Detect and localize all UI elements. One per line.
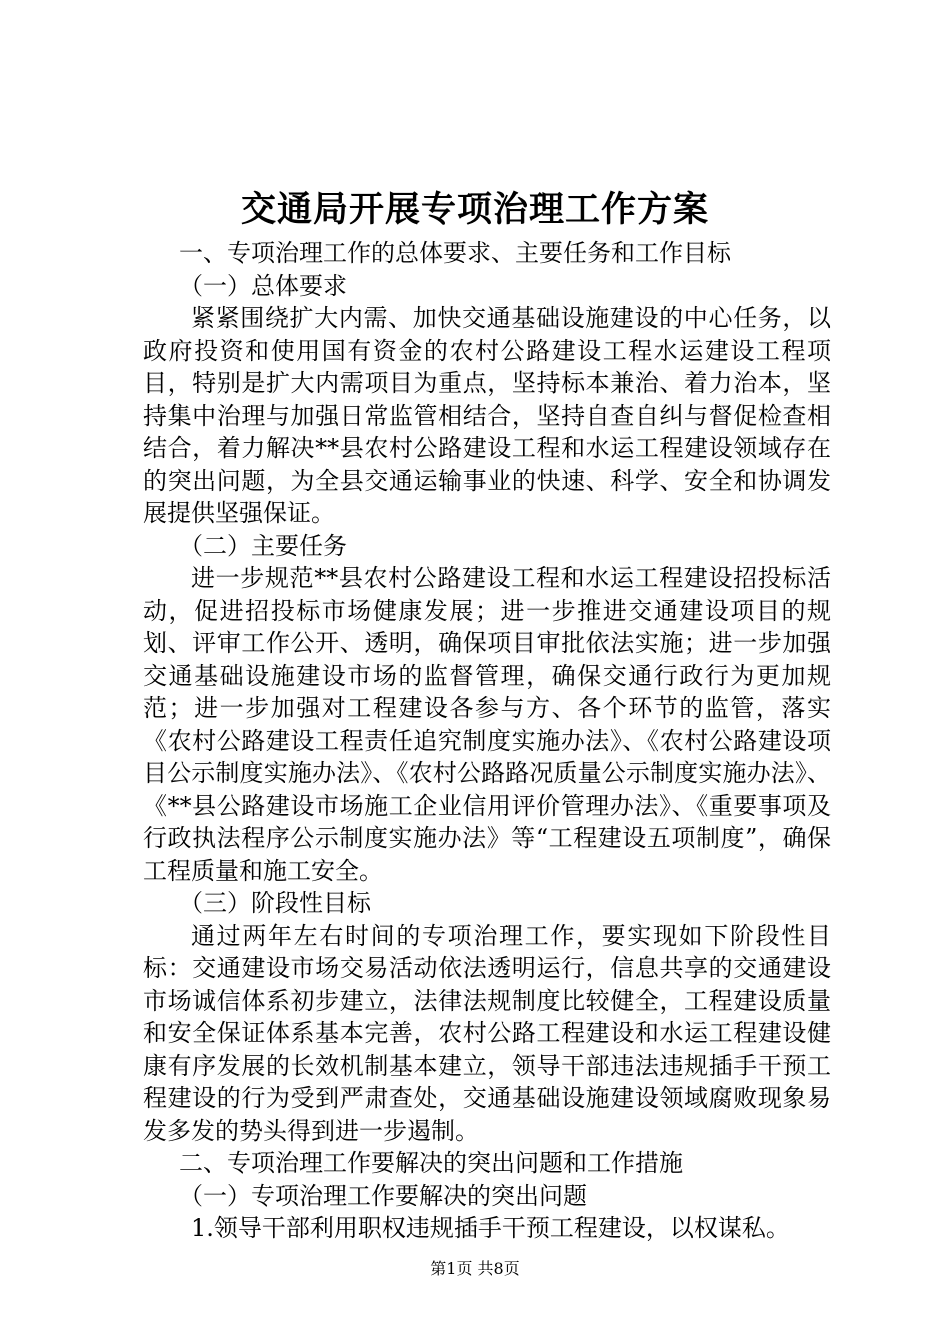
page-footer: 第1页 共8页 — [430, 1259, 520, 1278]
paragraph-general-requirements: 紧紧围绕扩大内需、加快交通基础设施建设的中心任务，以政府投资和使用国有资金的农村公路建设工程水运建设工程项目，特别是扩大内需项目为重点，坚持标本兼治、着力治本，坚持集中治理与加强日常监管相结合，坚持自查自纠与督促检查相结合，着力解决**县农村公路建设工程和水运工程建设领域存在的突出问题，为全县交通运输事业的快速、科学、安全和协调发展提供坚强保证。 — [143, 304, 831, 527]
subsection-heading-main-tasks: （二）主要任务 — [179, 531, 347, 560]
subsection-heading-general-requirements: （一）总体要求 — [179, 271, 347, 300]
subsection-heading-problems: （一）专项治理工作要解决的突出问题 — [179, 1181, 587, 1210]
paragraph-phase-goals: 通过两年左右时间的专项治理工作，要实现如下阶段性目标：交通建设市场交易活动依法透明运行，信息共享的交通建设市场诚信体系初步建立，法律法规制度比较健全，工程建设质量和安全保证体系基本完善，农村公路工程建设和水运工程建设健康有序发展的长效机制基本建立，领导干部违法违规插手干预工程建设的行为受到严肃查处，交通基础设施建设领域腐败现象易发多发的势头得到进一步遏制。 — [143, 921, 831, 1145]
section-heading-1: 一、专项治理工作的总体要求、主要任务和工作目标 — [179, 239, 731, 267]
paragraph-problem-1: 1.领导干部利用职权违规插手干预工程建设，以权谋私。 — [191, 1214, 790, 1242]
paragraph-main-tasks: 进一步规范**县农村公路建设工程和水运工程建设招投标活动，促进招投标市场健康发展；进一步推进交通建设项目的规划、评审工作公开、透明，确保项目审批依法实施；进一步加强交通基础设施建设市场的监督管理，确保交通行政行为更加规范；进一步加强对工程建设各参与方、各个环节的监管，落实《农村公路建设工程责任追究制度实施办法》、《农村公路建设项目公示制度实施办法》、《农村公路路况质量公示制度实施办法》、《**县公路建设市场施工企业信用评价管理办法》、《重要事项及行政执法程序公示制度实施办法》等“工程建设五项制度”，确保工程质量和施工安全。 — [143, 564, 831, 885]
subsection-heading-phase-goals: （三）阶段性目标 — [179, 889, 371, 917]
document-body — [143, 237, 831, 1245]
document-title: 交通局开展专项治理工作方案 — [240, 190, 709, 230]
section-heading-2: 二、专项治理工作要解决的突出问题和工作措施 — [179, 1149, 683, 1177]
